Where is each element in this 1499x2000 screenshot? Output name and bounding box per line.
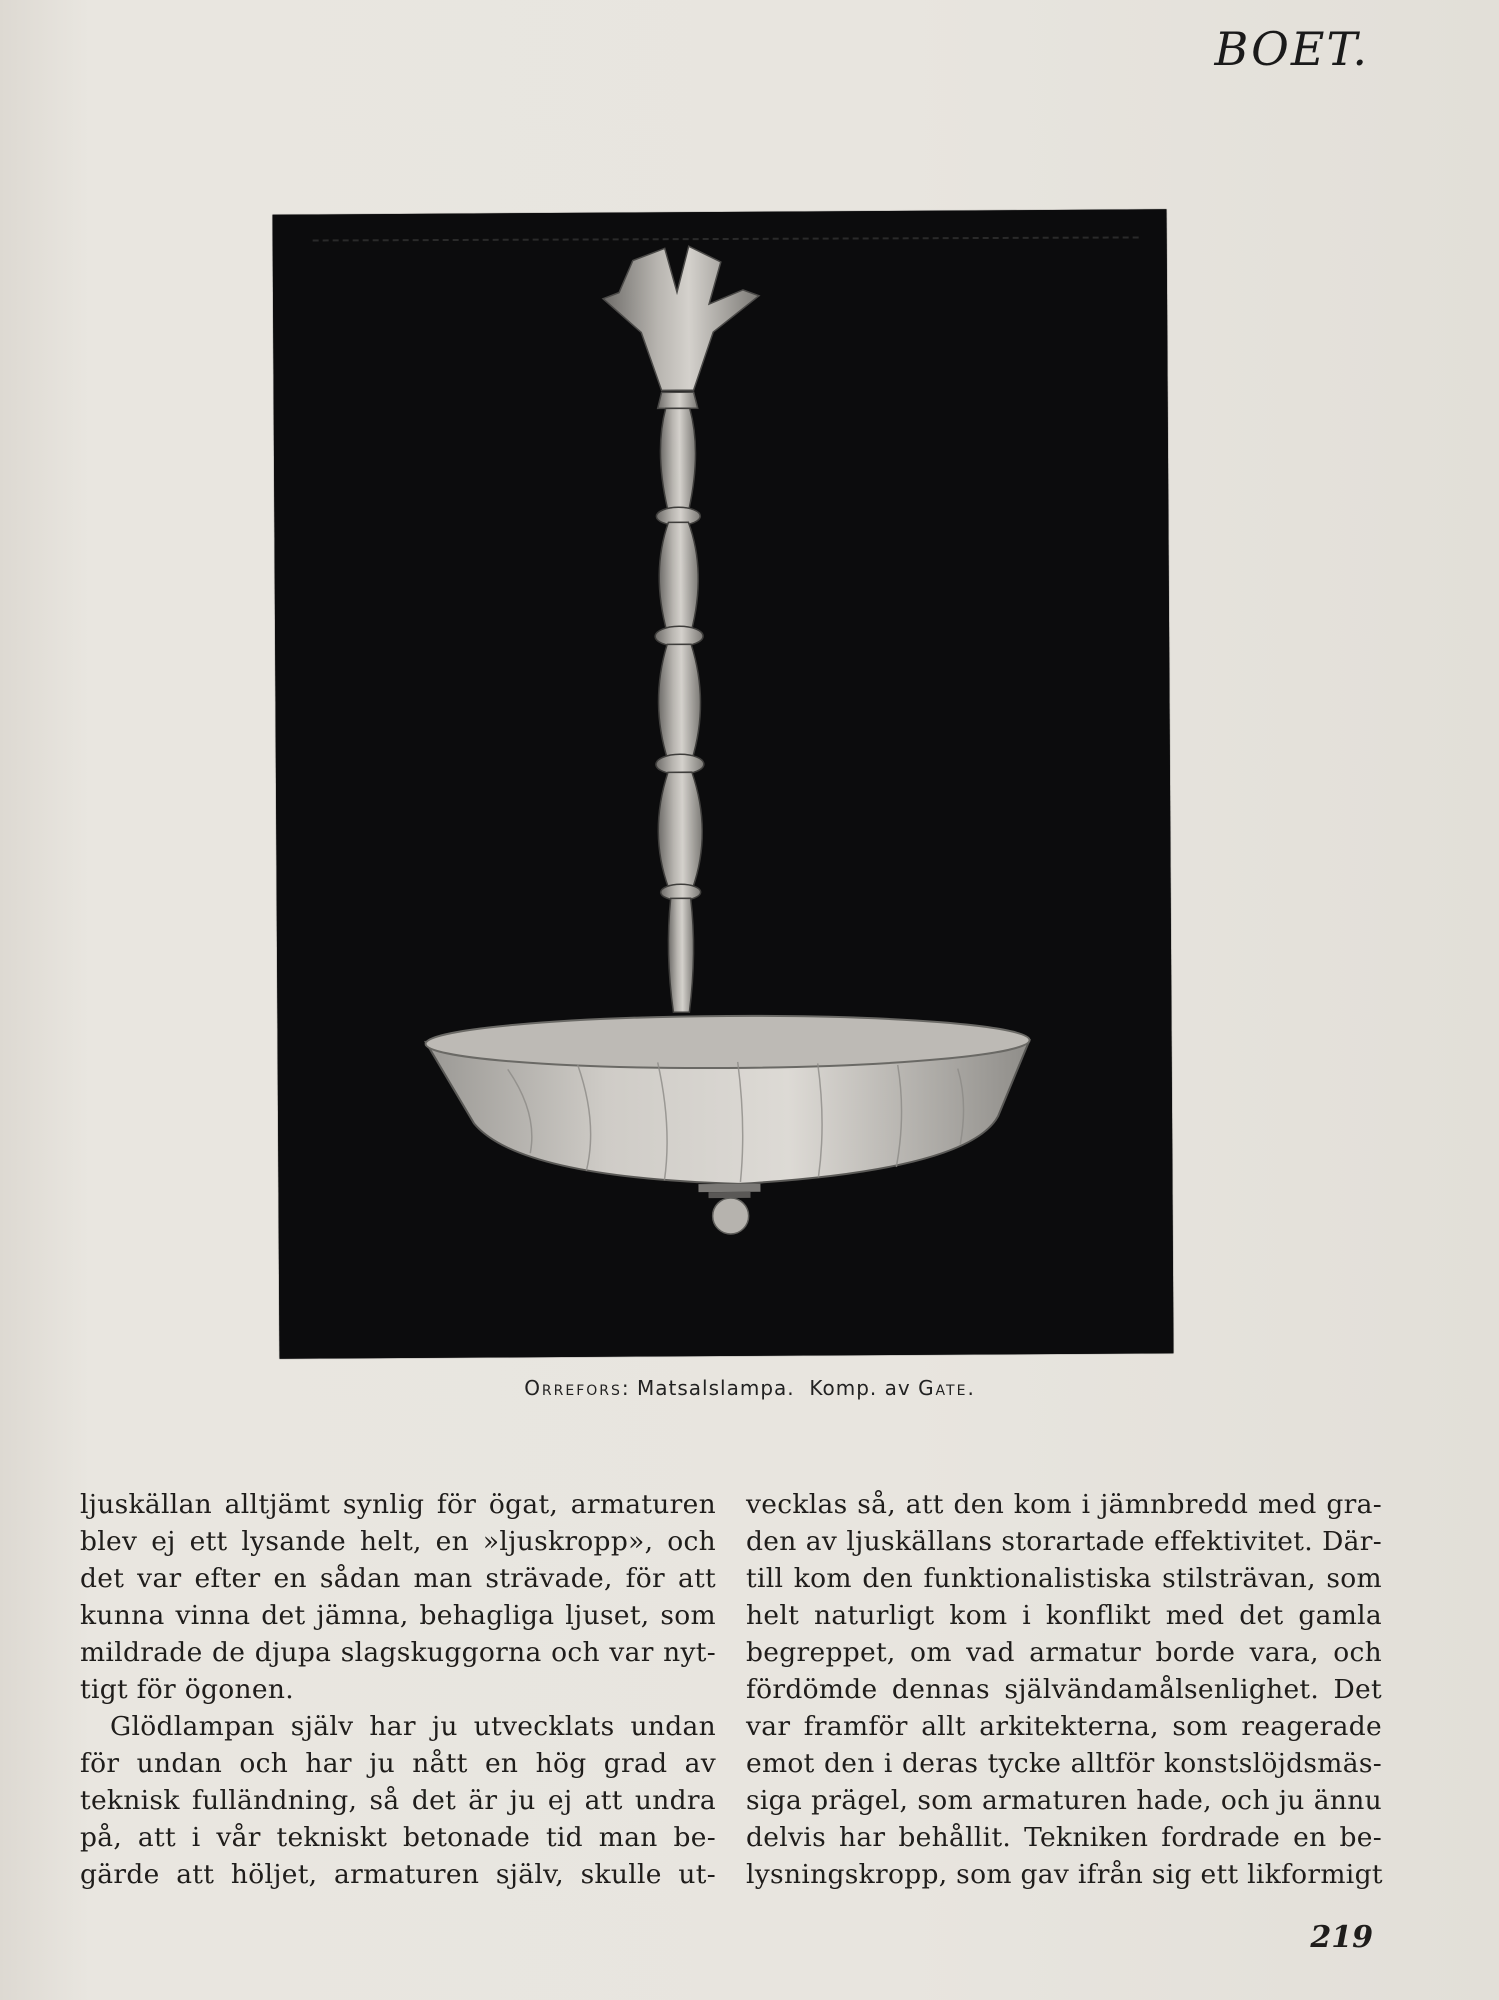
right-text-column [746,1486,1382,1893]
caption-separator: : [621,1376,630,1400]
text-line: delvis har behållit. Tekniken fordrade en be- [746,1822,1382,1853]
text-line: det var efter en sådan man strävade, för att [80,1563,716,1594]
caption-end: . [967,1376,975,1400]
text-line: ljuskällan alltjämt synlig för ögat, armaturen [80,1489,716,1520]
running-header: BOET. [1214,22,1369,76]
caption-subject: Matsalslampa. [637,1376,795,1400]
text-line: gärde att höljet, armaturen själv, skulle ut- [80,1859,716,1890]
figure-caption [0,1376,1499,1400]
pendant-lamp-illustration [273,209,1174,1358]
text-line: siga prägel, som armaturen hade, och ju ännu [746,1785,1382,1816]
text-line: blev ej ett lysande helt, en »ljuskropp», och [80,1526,716,1557]
text-line: fördömde dennas självändamålsenlighet. Det [746,1674,1382,1705]
text-line: emot den i deras tycke alltför konstslöjdsmäs- [746,1748,1382,1779]
text-line: lysningskropp, som gav ifrån sig ett likformigt [746,1859,1383,1890]
text-line: teknisk fulländning, så det är ju ej att undra [80,1785,716,1816]
caption-maker: Orrefors [524,1376,622,1400]
text-line: begreppet, om vad armatur borde vara, och [746,1637,1382,1668]
caption-credit-prefix: Komp. av [809,1376,911,1400]
text-line: mildrade de djupa slagskuggorna och var nyt- [80,1637,716,1668]
text-line: för undan och har ju nått en hög grad av [80,1748,716,1779]
page-number: 219 [1310,1920,1373,1955]
text-line: tigt för ögonen. [80,1674,294,1705]
left-text-column [80,1486,716,1893]
text-line: vecklas så, att den kom i jämnbredd med gra- [746,1489,1382,1520]
text-line: helt naturligt kom i konflikt med det gamla [746,1600,1382,1631]
text-line: på, att i vår tekniskt betonade tid man be- [80,1822,716,1853]
text-line: den av ljuskällans storartade effektivitet. Där- [746,1526,1382,1557]
text-line: kunna vinna det jämna, behagliga ljuset, som [80,1600,716,1631]
text-line: till kom den funktionalistiska stilsträvan, som [746,1563,1382,1594]
text-line: var framför allt arkitekterna, som reagerade [746,1711,1382,1742]
text-line: Glödlampan själv har ju utvecklats undan [110,1711,716,1742]
lamp-photograph [273,209,1174,1358]
caption-designer: Gate [918,1376,968,1400]
